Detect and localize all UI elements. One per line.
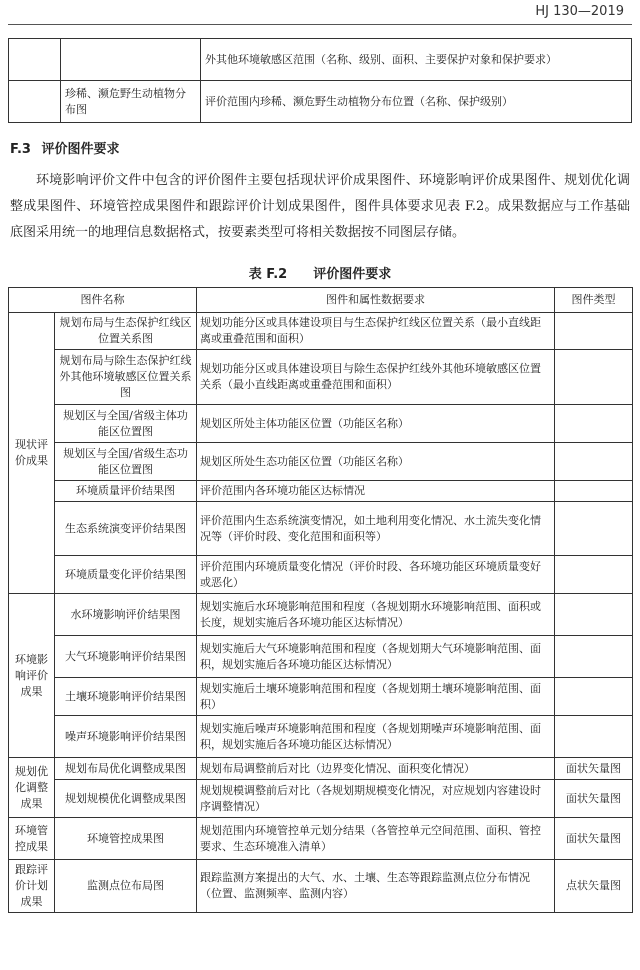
table-row: [9, 39, 632, 81]
table-row: [9, 81, 632, 123]
figure-name: [61, 39, 201, 81]
figure-name: 规划规模优化调整成果图: [55, 780, 197, 818]
figure-type: 点状矢量图: [555, 860, 633, 913]
figure-requirement: 规划规模调整前后对比（各规划期规模变化情况，对应规划内容建设时序调整情况）: [197, 780, 555, 818]
figure-requirement: 规划功能分区或具体建设项目与生态保护红线区位置关系（最小直线距离或重叠范围和面积）: [197, 313, 555, 350]
figure-name: 规划区与全国/省级生态功能区位置图: [55, 443, 197, 481]
figure-type: [555, 443, 633, 481]
table-row: [9, 405, 633, 443]
figure-name: 生态系统演变评价结果图: [55, 502, 197, 556]
table-row: [9, 636, 633, 678]
figure-type: [555, 594, 633, 636]
figure-name: 环境管控成果图: [55, 818, 197, 860]
figure-type: [555, 405, 633, 443]
figure-name: 规划布局优化调整成果图: [55, 758, 197, 780]
figure-requirement: 规划区所处生态功能区位置（功能区名称）: [197, 443, 555, 481]
table-row: [9, 758, 633, 780]
figure-type: [555, 556, 633, 594]
group-cell: [9, 81, 61, 123]
table-row: [9, 350, 633, 405]
table-row: [9, 678, 633, 716]
figure-name: 噪声环境影响评价结果图: [55, 716, 197, 758]
table-row: [9, 860, 633, 913]
figure-name: 环境质量变化评价结果图: [55, 556, 197, 594]
table-row: [9, 780, 633, 818]
table-row: [9, 481, 633, 502]
table-row: [9, 313, 633, 350]
figure-name: 规划布局与除生态保护红线外其他环境敏感区位置关系图: [55, 350, 197, 405]
figure-name: 珍稀、濒危野生动植物分布图: [61, 81, 201, 123]
figure-type: 面状矢量图: [555, 818, 633, 860]
figure-requirement: 规划实施后水环境影响范围和程度（各规划期水环境影响范围、面积或长度，规划实施后各环境功能区达标情况）: [197, 594, 555, 636]
figure-requirement: 评价范围内生态系统演变情况，如土地利用变化情况、水土流失变化情况等（评价时段、变化范围和面积等）: [197, 502, 555, 556]
figure-requirement: 规划实施后土壤环境影响范围和程度（各规划期土壤环境影响范围、面积）: [197, 678, 555, 716]
figure-name: 水环境影响评价结果图: [55, 594, 197, 636]
header-figure-type: 图件类型: [555, 288, 633, 313]
figure-type: 面状矢量图: [555, 780, 633, 818]
table-row: [9, 716, 633, 758]
section-number: F.3: [10, 142, 31, 157]
figure-name: 大气环境影响评价结果图: [55, 636, 197, 678]
figure-type: [555, 678, 633, 716]
figure-requirement: 规划实施后大气环境影响范围和程度（各规划期大气环境影响范围、面积，规划实施后各环境功能区达标情况）: [197, 636, 555, 678]
requirements-table: [8, 287, 633, 913]
figure-requirement: 跟踪监测方案提出的大气、水、土壤、生态等跟踪监测点位分布情况（位置、监测频率、监测内容）: [197, 860, 555, 913]
group-label: 规划优化调整成果: [9, 758, 55, 818]
standard-code: HJ 130—2019: [535, 4, 624, 19]
figure-requirement: 评价范围内各环境功能区达标情况: [197, 481, 555, 502]
figure-type: [555, 716, 633, 758]
figure-requirement: 规划功能分区或具体建设项目与除生态保护红线外其他环境敏感区位置关系（最小直线距离或重叠范围和面积）: [197, 350, 555, 405]
figure-requirement: 规划区所处主体功能区位置（功能区名称）: [197, 405, 555, 443]
figure-type: [555, 502, 633, 556]
group-label: 环境影响评价成果: [9, 594, 55, 758]
header-requirements: 图件和属性数据要求: [197, 288, 555, 313]
figure-type: [555, 636, 633, 678]
header-figure-name: 图件名称: [9, 288, 197, 313]
table-row: [9, 556, 633, 594]
group-label: 环境管控成果: [9, 818, 55, 860]
table-row: [9, 443, 633, 481]
section-title: 评价图件要求: [41, 142, 120, 157]
figure-type: 面状矢量图: [555, 758, 633, 780]
figure-name: 监测点位布局图: [55, 860, 197, 913]
figure-name: 规划布局与生态保护红线区位置关系图: [55, 313, 197, 350]
figure-requirement: 规划实施后噪声环境影响范围和程度（各规划期噪声环境影响范围、面积，规划实施后各环境功能区达标情况）: [197, 716, 555, 758]
figure-type: [555, 481, 633, 502]
table-row: [9, 818, 633, 860]
figure-requirement: 评价范围内环境质量变化情况（评价时段、各环境功能区环境质量变好或恶化）: [197, 556, 555, 594]
figure-name: 环境质量评价结果图: [55, 481, 197, 502]
continuation-table: [8, 38, 632, 123]
section-heading: [10, 138, 120, 157]
figure-requirement: 规划范围内环境管控单元划分结果（各管控单元空间范围、面积、管控要求、生态环境准入清单）: [197, 818, 555, 860]
figure-requirement: 评价范围内珍稀、濒危野生动植物分布位置（名称、保护级别）: [201, 81, 632, 123]
table-caption: [0, 263, 640, 282]
table-title: 评价图件要求: [313, 267, 392, 282]
table-row: [9, 594, 633, 636]
figure-requirement: 规划布局调整前后对比（边界变化情况、面积变化情况）: [197, 758, 555, 780]
header-row: [9, 288, 633, 313]
figure-type: [555, 313, 633, 350]
figure-name: 土壤环境影响评价结果图: [55, 678, 197, 716]
header-divider: [8, 24, 632, 25]
table-row: [9, 502, 633, 556]
figure-requirement: 外其他环境敏感区范围（名称、级别、面积、主要保护对象和保护要求）: [201, 39, 632, 81]
group-label: 现状评价成果: [9, 313, 55, 594]
figure-name: 规划区与全国/省级主体功能区位置图: [55, 405, 197, 443]
body-paragraph: 环境影响评价文件中包含的评价图件主要包括现状评价成果图件、环境影响评价成果图件、规划优化调整成果图件、环境管控成果图件和跟踪评价计划成果图件，图件具体要求见表 F.2。成果数据应与工作基础底图采用统一的地理信息数据格式，按要素类型可将相关数据按不同图层存储。: [10, 173, 630, 240]
figure-type: [555, 350, 633, 405]
group-cell: [9, 39, 61, 81]
table-number: 表 F.2: [248, 267, 288, 282]
group-label: 跟踪评价计划成果: [9, 860, 55, 913]
